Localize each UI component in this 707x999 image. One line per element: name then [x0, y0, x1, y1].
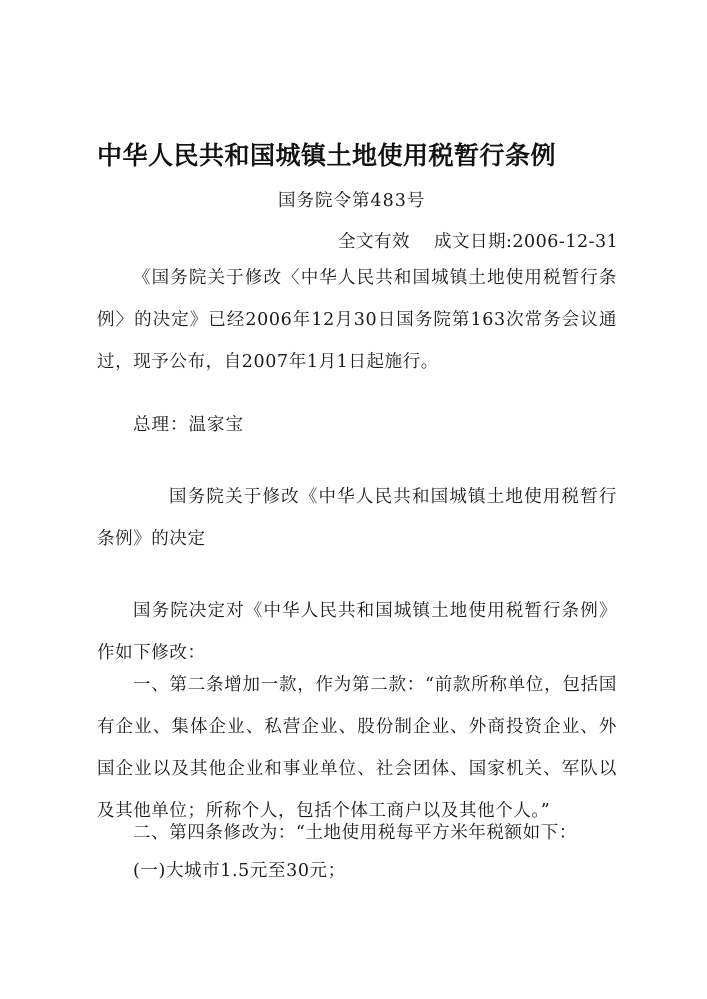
issue-date: 成文日期:2006-12-31 [434, 232, 619, 252]
decree-number: 国务院令第483号 [278, 191, 426, 211]
document-status-line [338, 230, 618, 254]
signer: 总理：温家宝 [133, 415, 244, 435]
amendment-2-paragraph: 二、第四条修改为：“土地使用税每平方米年税额如下： [133, 823, 577, 843]
validity-status: 全文有效 [338, 232, 410, 252]
amendment-1-paragraph: 一、第二条增加一款，作为第二款：“前款所称单位，包括国有企业、集体企业、私营企业、股份制企业、外商投资企业、外国企业以及其他企业和事业单位、社会团体、国家机关、军队以及其他单位；所称个人，包括个体工商户以及其他个人。” [97, 675, 617, 821]
tax-rate-item-1: (一)大城市1.5元至30元； [133, 861, 346, 881]
decision-intro: 国务院决定对《中华人民共和国城镇土地使用税暂行条例》作如下修改： [97, 601, 617, 663]
document-title: 中华人民共和国城镇土地使用税暂行条例 [97, 141, 557, 170]
preamble-paragraph: 《国务院关于修改〈中华人民共和国城镇土地使用税暂行条例〉的决定》已经2006年12月30日国务院第163次常务会议通过，现予公布，自2007年1月1日起施行。 [97, 268, 617, 372]
decision-title: 国务院关于修改《中华人民共和国城镇土地使用税暂行条例》的决定 [97, 487, 617, 549]
